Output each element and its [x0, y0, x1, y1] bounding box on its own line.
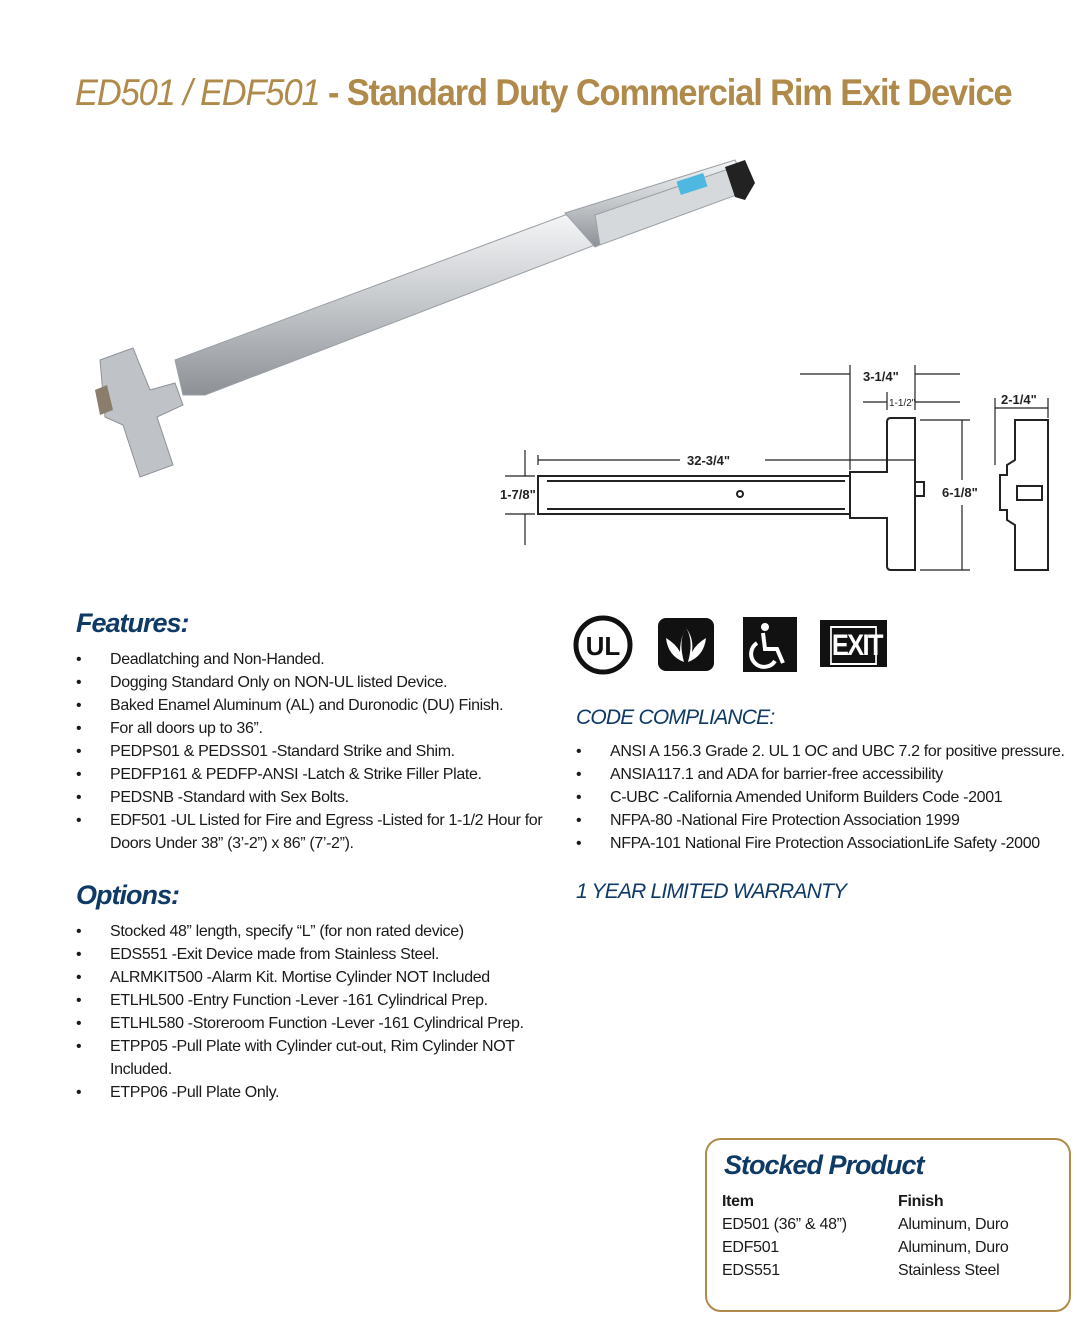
list-item: • Dogging Standard Only on NON-UL listed Device.	[76, 671, 546, 694]
accessibility-icon	[743, 617, 797, 672]
list-item: • ANSIA117.1 and ADA for barrier-free accessibility	[576, 763, 1080, 786]
compliance-heading: CODE COMPLIANCE:	[576, 706, 775, 729]
item-cell: EDS551	[722, 1262, 780, 1279]
options-list	[76, 920, 536, 1104]
dim-height: 1-7/8"	[500, 487, 536, 502]
fire-rated-icon	[658, 618, 714, 671]
ul-text: UL	[585, 631, 621, 661]
list-item: • PEDPS01 & PEDSS01 -Standard Strike and Shim.	[76, 740, 546, 763]
dim-overall-length: 32-3/4"	[687, 453, 731, 468]
list-item: • ETLHL500 -Entry Function -Lever -161 Cylindrical Prep.	[76, 989, 536, 1012]
list-item: • EDS551 -Exit Device made from Stainless Steel.	[76, 943, 536, 966]
list-item: • C-UBC -California Amended Uniform Builders Code -2001	[576, 786, 1080, 809]
list-item: • EDF501 -UL Listed for Fire and Egress -Listed for 1-1/2 Hour for Doors Under 38” (3’-2”) x 86” (7’-2”).	[76, 809, 546, 855]
item-cell: ED501 (36” & 48”)	[722, 1216, 847, 1233]
table-row	[722, 1236, 1009, 1259]
list-item: • Baked Enamel Aluminum (AL) and Duronodic (DU) Finish.	[76, 694, 546, 717]
table-row	[722, 1213, 1009, 1236]
item-cell: EDF501	[722, 1239, 779, 1256]
list-item: • PEDSNB -Standard with Sex Bolts.	[76, 786, 546, 809]
list-item: • ETLHL580 -Storeroom Function -Lever -161 Cylindrical Prep.	[76, 1012, 536, 1035]
list-item: • ETPP05 -Pull Plate with Cylinder cut-out, Rim Cylinder NOT Included.	[76, 1035, 536, 1081]
compliance-list	[576, 740, 1080, 855]
dim-head-width: 3-1/4"	[863, 369, 899, 384]
stocked-product-box	[705, 1138, 1071, 1312]
list-item: • NFPA-101 National Fire Protection AssociationLife Safety -2000	[576, 832, 1080, 855]
stocked-table	[722, 1190, 1009, 1282]
finish-cell: Stainless Steel	[898, 1262, 1000, 1279]
stocked-heading: Stocked Product	[724, 1150, 924, 1180]
title-description: - Standard Duty Commercial Rim Exit Device	[319, 72, 1012, 113]
dimension-diagram	[495, 360, 1070, 580]
list-item: • For all doors up to 36”.	[76, 717, 546, 740]
warranty-text: 1 YEAR LIMITED WARRANTY	[576, 880, 847, 903]
finish-cell: Aluminum, Duro	[898, 1216, 1009, 1233]
options-heading: Options:	[76, 880, 179, 910]
dim-depth: 2-1/4"	[1001, 392, 1037, 407]
table-header-row	[722, 1190, 1009, 1213]
dim-head-inner: 1-1/2"	[889, 398, 916, 409]
list-item: • Deadlatching and Non-Handed.	[76, 648, 546, 671]
list-item: • ETPP06 -Pull Plate Only.	[76, 1081, 536, 1104]
finish-cell: Aluminum, Duro	[898, 1239, 1009, 1256]
features-list	[76, 648, 546, 855]
list-item: • ANSI A 156.3 Grade 2. UL 1 OC and UBC 7.2 for positive pressure.	[576, 740, 1080, 763]
column-header-item: Item	[722, 1193, 754, 1210]
list-item: • PEDFP161 & PEDFP-ANSI -Latch & Strike Filler Plate.	[76, 763, 546, 786]
title-model: ED501 / EDF501	[75, 72, 320, 113]
column-header-finish: Finish	[898, 1193, 944, 1210]
exit-text: EXIT	[830, 626, 877, 665]
exit-sign-icon	[820, 620, 887, 667]
list-item: • NFPA-80 -National Fire Protection Association 1999	[576, 809, 1080, 832]
dim-head-height: 6-1/8"	[942, 485, 978, 500]
list-item: • Stocked 48” length, specify “L” (for non rated device)	[76, 920, 536, 943]
list-item: • ALRMKIT500 -Alarm Kit. Mortise Cylinder NOT Included	[76, 966, 536, 989]
ul-listed-icon	[572, 614, 634, 676]
page-title	[75, 72, 1012, 114]
features-heading: Features:	[76, 608, 189, 638]
table-row	[722, 1259, 1009, 1282]
